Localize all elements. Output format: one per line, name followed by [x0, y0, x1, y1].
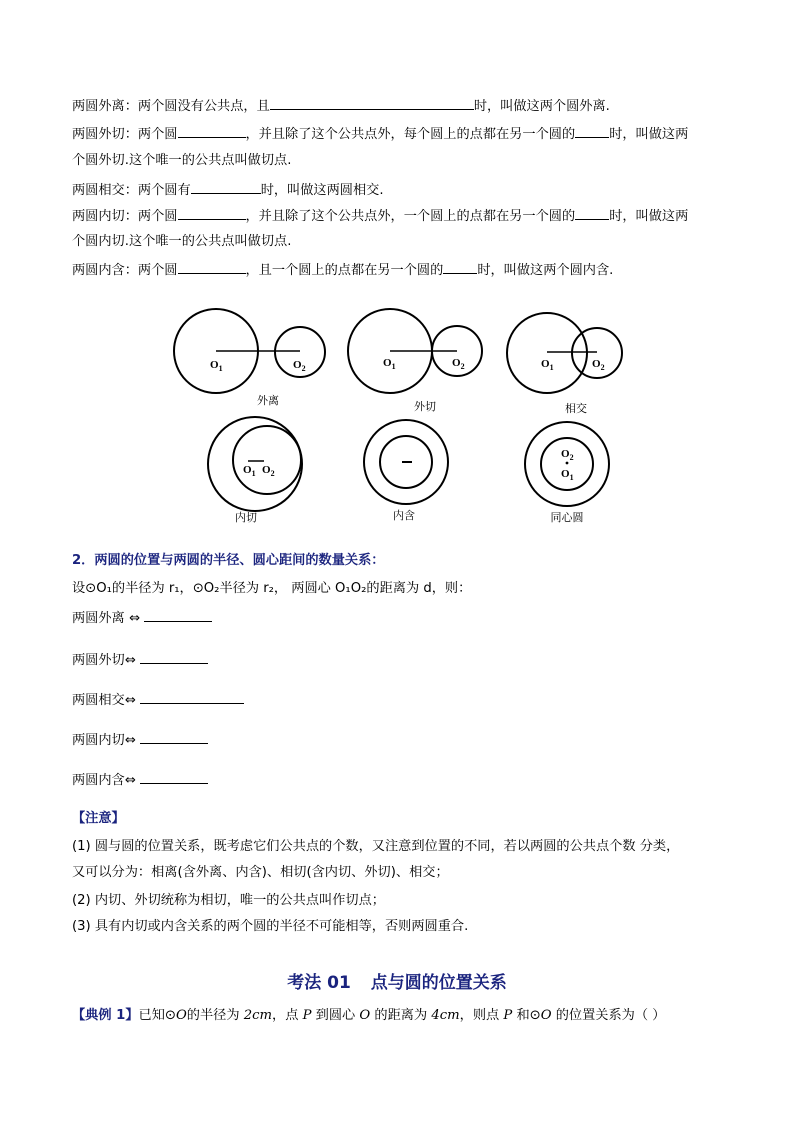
svg-text:O2: $O_2$ — [452, 357, 465, 371]
relation-row: 两圆外离 ⇔ — [72, 608, 212, 628]
example-1: 【典例 1】已知⊙O的半径为 2cm，点 P 到圆心 O 的距离为 4cm，则点 P 和⊙O 的位置关系为（ ） — [72, 1008, 666, 1023]
caption-tongxin: 同心圆 — [550, 512, 584, 524]
svg-text:O1: $O_1$ — [243, 464, 256, 478]
svg-text:O1: $O_1$ — [210, 359, 223, 373]
answer-blank[interactable] — [575, 206, 609, 220]
caption-neiqie: 内切 — [235, 512, 257, 524]
svg-text:O2: $O_2$ — [293, 359, 306, 373]
answer-blank[interactable] — [191, 180, 261, 194]
circle-outer-neiqie — [208, 417, 302, 511]
answer-blank[interactable] — [178, 260, 246, 274]
circle-positions-figure — [0, 300, 794, 530]
circle-inner-neiqie — [233, 426, 301, 494]
relation-row: 两圆外切⇔ — [72, 650, 208, 670]
relation-row: 两圆相交⇔ — [72, 690, 244, 710]
answer-blank[interactable] — [140, 690, 244, 704]
method-title: 考法 01 点与圆的位置关系 — [287, 973, 507, 993]
answer-blank[interactable] — [178, 206, 246, 220]
svg-text:O2: $O_2$ — [262, 464, 275, 478]
note-line: (1) 圆与圆的位置关系，既考虑它们公共点的个数，又注意到位置的不同，若以两圆的公共点个数 分类， — [72, 839, 680, 854]
relation-row: 两圆内含⇔ — [72, 770, 208, 790]
caption-neihan: 内含 — [393, 510, 415, 522]
svg-text:O2: $O_2$ — [592, 358, 605, 372]
caption-waiqie: 外切 — [414, 401, 436, 413]
answer-blank[interactable] — [443, 260, 477, 274]
note-line: 又可以分为：相离(含外离、内含)、相切(含内切、外切)、相交； — [72, 865, 449, 880]
answer-blank[interactable] — [270, 96, 474, 110]
answer-blank[interactable] — [140, 770, 208, 784]
answer-blank[interactable] — [178, 124, 246, 138]
caption-waili: 外离 — [257, 395, 279, 407]
svg-text:O1: $O_1$ — [541, 358, 554, 372]
svg-text:O1: $O_1$ — [383, 357, 396, 371]
def-neiqie-cont: 个圆内切.这个唯一的公共点叫做切点. — [72, 234, 292, 249]
caption-xiangjiao: 相交 — [565, 403, 587, 415]
def-xiangjiao: 两圆相交：两个圆有 时，叫做这两圆相交. — [72, 180, 384, 200]
example-tag: 【典例 1】 — [72, 1008, 139, 1023]
section2-heading: 2．两圆的位置与两圆的半径、圆心距间的数量关系： — [72, 553, 385, 568]
note-line: (2) 内切、外切统称为相切，唯一的公共点叫作切点； — [72, 893, 385, 908]
section2-intro: 设⊙O₁的半径为 r₁，⊙O₂半径为 r₂， 两圆心 O₁O₂的距离为 d，则： — [72, 581, 472, 596]
answer-blank[interactable] — [140, 730, 208, 744]
def-waiqie: 两圆外切：两个圆 ，并且除了这个公共点外，每个圆上的点都在另一个圆的 时，叫做这两 — [72, 124, 688, 144]
def-waili: 两圆外离：两个圆没有公共点，且 时，叫做这两个圆外离. — [72, 96, 610, 116]
note-heading: 【注意】 — [72, 811, 125, 826]
svg-text:O2: $O_2$ — [561, 448, 574, 462]
def-waiqie-cont: 个圆外切.这个唯一的公共点叫做切点. — [72, 153, 292, 168]
def-neiqie: 两圆内切：两个圆 ，并且除了这个公共点外，一个圆上的点都在另一个圆的 时，叫做这两 — [72, 206, 688, 226]
relation-row: 两圆内切⇔ — [72, 730, 208, 750]
answer-blank[interactable] — [575, 124, 609, 138]
circle-o2-xiangjiao — [572, 328, 622, 378]
note-line: (3) 具有内切或内含关系的两个圆的半径不可能相等，否则两圆重合. — [72, 919, 469, 934]
answer-blank[interactable] — [140, 650, 208, 664]
circle-o1-xiangjiao — [507, 313, 587, 393]
answer-blank[interactable] — [144, 608, 212, 622]
def-neihan: 两圆内含：两个圆 ，且一个圆上的点都在另一个圆的 时，叫做这两个圆内含. — [72, 260, 613, 280]
svg-text:O1: $O_1$ — [561, 468, 574, 482]
